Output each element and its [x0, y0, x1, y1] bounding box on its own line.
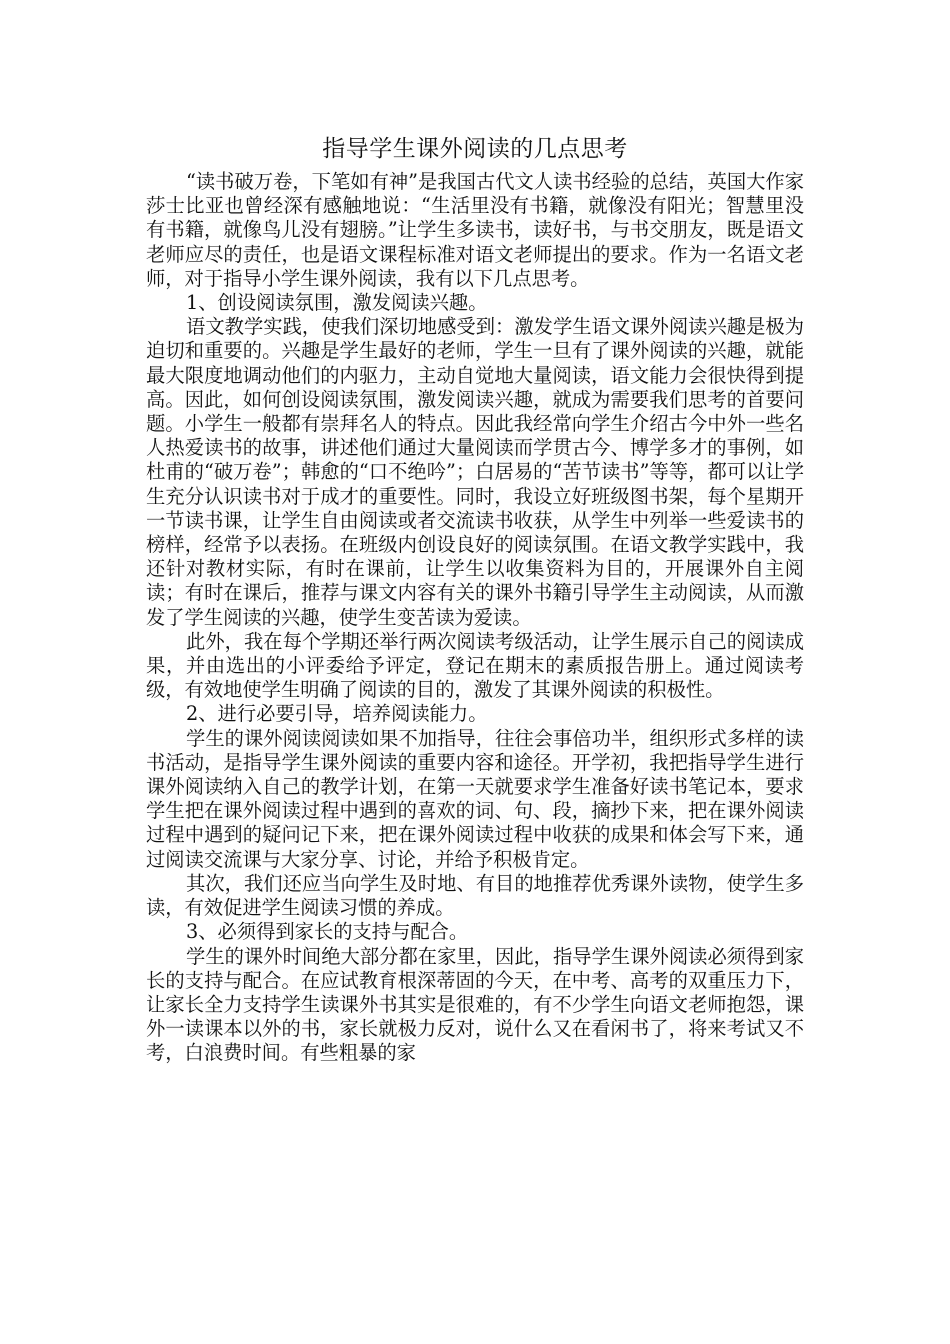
paragraph-section-1-extra: 此外，我在每个学期还举行两次阅读考级活动，让学生展示自己的阅读成果，并由选出的小评委给予评定，登记在期末的素质报告册上。通过阅读考级，有效地使学生明确了阅读的目的，激发了其课外阅读的积极性。	[146, 629, 804, 702]
section-heading-2: 2、进行必要引导，培养阅读能力。	[186, 702, 488, 726]
section-heading-3: 3、必须得到家长的支持与配合。	[186, 920, 469, 944]
paragraph-section-3: 学生的课外时间绝大部分都在家里，因此，指导学生课外阅读必须得到家长的支持与配合。在应试教育根深蒂固的今天，在中考、高考的双重压力下，让家长全力支持学生读课外书其实是很难的，有不少学生向语文老师抱怨，课外一读课本以外的书，家长就极力反对，说什么又在看闲书了，将来考试又不考，白浪费时间。有些粗暴的家	[146, 944, 804, 1065]
paragraph-intro: “读书破万卷，下笔如有神”是我国古代文人读书经验的总结，英国大作家莎士比亚也曾经深有感触地说：“生活里没有书籍，就像没有阳光；智慧里没有书籍，就像鸟儿没有翅膀。”让学生多读书，读好书，与书交朋友，既是语文老师应尽的责任，也是语文课程标准对语文老师提出的要求。作为一名语文老师，对于指导小学生课外阅读，我有以下几点思考。	[146, 170, 804, 290]
document-page	[146, 132, 804, 1066]
paragraph-section-2: 学生的课外阅读阅读如果不加指导，往往会事倍功半，组织形式多样的读书活动，是指导学生课外阅读的重要内容和途径。开学初，我把指导学生进行课外阅读纳入自己的教学计划，在第一天就要求学生准备好读书笔记本，要求学生把在课外阅读过程中遇到的喜欢的词、句、段，摘抄下来，把在课外阅读过程中遇到的疑问记下来，把在课外阅读过程中收获的成果和体会写下来，通过阅读交流课与大家分享、讨论，并给予积极肯定。	[146, 726, 804, 871]
paragraph-section-1: 语文教学实践，使我们深切地感受到：激发学生语文课外阅读兴趣是极为迫切和重要的。兴趣是学生最好的老师，学生一旦有了课外阅读的兴趣，就能最大限度地调动他们的内驱力，主动自觉地大量阅读，语文能力会很快得到提高。因此，如何创设阅读氛围，激发阅读兴趣，就成为需要我们思考的首要问题。小学生一般都有崇拜名人的特点。因此我经常向学生介绍古今中外一些名人热爱读书的故事，讲述他们通过大量阅读而学贯古今、博学多才的事例，如杜甫的“破万卷”；韩愈的“口不绝吟”；白居易的“苦节读书”等等，都可以让学生充分认识读书对于成才的重要性。同时，我设立好班级图书架，每个星期开一节读书课，让学生自由阅读或者交流读书收获，从学生中列举一些爱读书的榜样，经常予以表扬。在班级内创设良好的阅读氛围。在语文教学实践中，我还针对教材实际，有时在课前，让学生以收集资料为目的，开展课外自主阅读；有时在课后，推荐与课文内容有关的课外书籍引导学生主动阅读，从而激发了学生阅读的兴趣，使学生变苦读为爱读。	[146, 315, 804, 629]
section-heading-1: 1、创设阅读氛围，激发阅读兴趣。	[186, 291, 488, 315]
paragraph-section-2-extra: 其次，我们还应当向学生及时地、有目的地推荐优秀课外读物，使学生多读，有效促进学生阅读习惯的养成。	[146, 871, 804, 920]
document-title: 指导学生课外阅读的几点思考	[322, 136, 628, 162]
